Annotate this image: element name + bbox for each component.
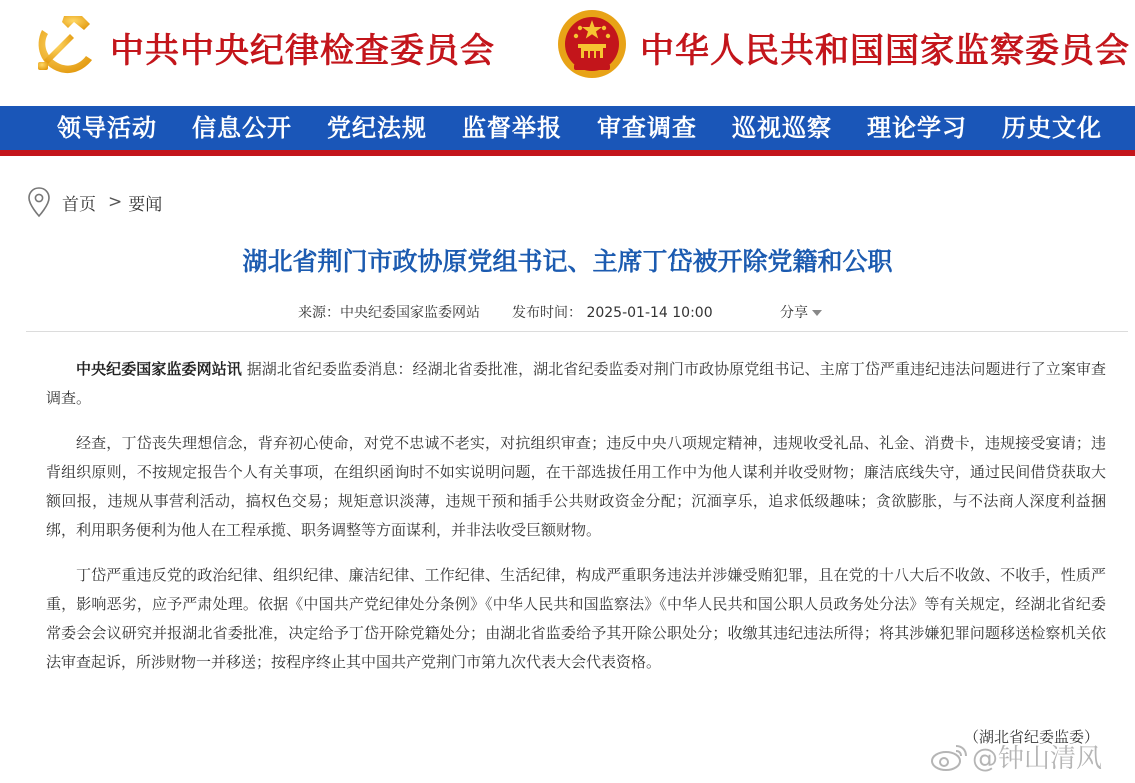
breadcrumb-home[interactable]: 首页	[62, 194, 96, 215]
party-emblem-icon	[30, 10, 96, 76]
article-source: 来源：中央纪委国家监委网站	[298, 305, 480, 321]
site-header	[0, 0, 1135, 106]
share-label: 分享	[780, 305, 808, 321]
article-title: 湖北省荆门市政协原党组书记、主席丁岱被开除党籍和公职	[242, 247, 893, 276]
article-paragraph: 丁岱严重违反党的政治纪律、组织纪律、廉洁纪律、工作纪律、生活纪律，构成严重职务违法并涉嫌受贿犯罪，且在党的十八大后不收敛、不收手，性质严重，影响恶劣，应予严肃处理。依据《中国共产党纪律处分条例》《中华人民共和国监察法》《中华人民共和国公职人员政务处分法》等有关规定，经湖北省纪委常委会会议研究并报湖北省委批准，决定给予丁岱开除党籍处分；由湖北省监委给予其开除公职处分；收缴其违纪违法所得；将其涉嫌犯罪问题移送检察机关依法审查起诉，所涉财物一并移送；按程序终止其中国共产党荆门市第九次代表大会代表资格。	[46, 566, 1106, 671]
nav-item-regulations[interactable]: 党纪法规	[327, 113, 427, 142]
article-lead: 中央纪委国家监委网站讯	[76, 360, 242, 378]
article-body	[46, 355, 1106, 693]
article-signature: （湖北省纪委监委）	[963, 728, 1099, 746]
breadcrumb-current[interactable]: 要闻	[128, 194, 163, 215]
nav-item-inspection[interactable]: 巡视巡察	[732, 113, 832, 142]
nav-item-info-disclosure[interactable]: 信息公开	[192, 113, 292, 142]
nav-item-report[interactable]: 监督举报	[462, 113, 562, 142]
national-emblem-icon	[556, 8, 628, 80]
divider	[26, 331, 1128, 332]
nav-item-leadership[interactable]: 领导活动	[57, 113, 157, 142]
breadcrumb-separator: >	[108, 192, 123, 212]
breadcrumb	[26, 186, 162, 218]
nav-item-history[interactable]: 历史文化	[1002, 113, 1102, 142]
nsc-title: 中华人民共和国国家监察委员会	[640, 31, 1130, 71]
nav-underline	[0, 150, 1135, 156]
chevron-down-icon	[812, 310, 822, 316]
watermark-text: @钟山清风	[972, 744, 1103, 774]
article-paragraph	[46, 355, 1106, 413]
ccdi-title: 中共中央纪律检查委员会	[110, 31, 495, 71]
location-pin-icon	[26, 186, 52, 218]
article-paragraph: 经查，丁岱丧失理想信念，背弃初心使命，对党不忠诚不老实，对抗组织审查；违反中央八项规定精神，违规收受礼品、礼金、消费卡，违规接受宴请；违背组织原则，不按规定报告个人有关事项，在组织函询时不如实说明问题，在干部选拔任用工作中为他人谋利并收受财物；廉洁底线失守，通过民间借贷获取大额回报，违规从事营利活动，搞权色交易；规矩意识淡薄，违规干预和插手公共财政资金分配；沉湎享乐，追求低级趣味；贪欲膨胀，与不法商人深度利益捆绑，利用职务便利为他人在工程承揽、职务调整等方面谋利，并非法收受巨额财物。	[46, 434, 1106, 539]
article-paragraph-text: 据湖北省纪委监委消息：经湖北省委批准，湖北省纪委监委对荆门市政协原党组书记、主席丁岱严重违纪违法问题进行了立案审查调查。	[46, 360, 1106, 407]
watermark	[930, 738, 1102, 775]
article-publish-time: 发布时间： 2025-01-14 10:00	[512, 305, 713, 321]
nav-item-theory[interactable]: 理论学习	[867, 113, 967, 142]
nav-item-investigation[interactable]: 审查调查	[597, 113, 697, 142]
main-nav	[0, 106, 1135, 150]
share-button[interactable]	[780, 302, 822, 322]
weibo-icon	[930, 742, 968, 772]
